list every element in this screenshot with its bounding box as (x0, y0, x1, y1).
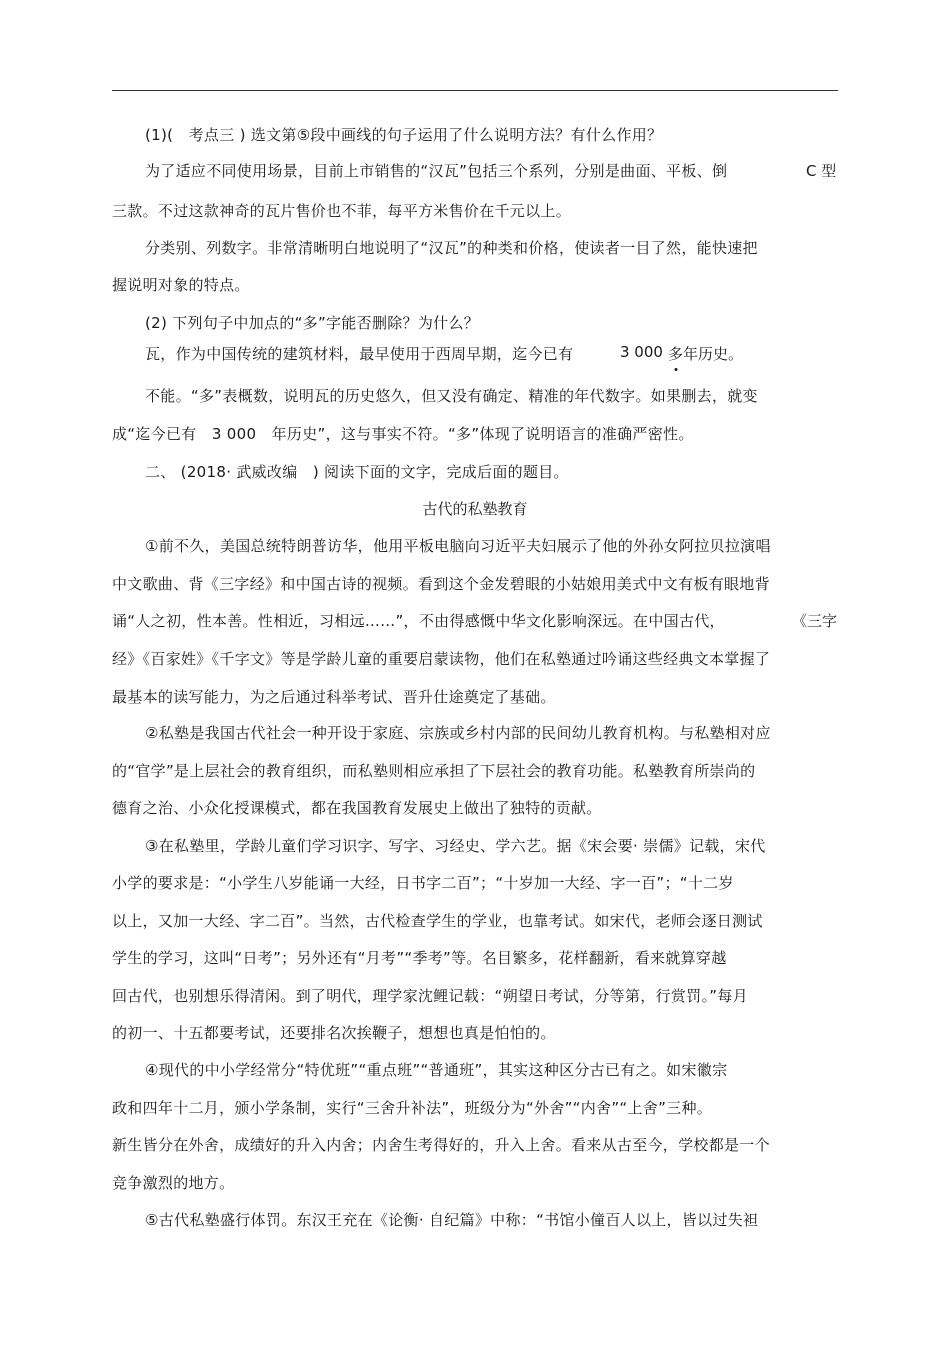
paragraph-4-line-1: ④现代的中小学经常分“特优班”“重点班”“普通班”，其实这种区分古已有之。如宋徽宗 (145, 1061, 728, 1079)
dotted-character: 多 (668, 343, 683, 364)
question-2: (2) 下列句子中加点的“多”字能否删除？为什么？ (145, 314, 480, 332)
question-2-quote-tail (668, 343, 743, 364)
question-2-quote-number: 3 000 (620, 343, 663, 361)
paragraph-2-line-3: 德育之治、小众化授课模式，都在我国教育发展史上做出了独特的贡献。 (112, 799, 602, 817)
paragraph-1-line-1: ①前不久，美国总统特朗普访华，他用平板电脑向习近平夫妇展示了他的外孙女阿拉贝拉演唱 (145, 537, 771, 555)
paragraph-1-line-3: 诵“人之初，性本善。性相近，习相远……”，不由得感慨中华文化影响深远。在中国古代， (112, 612, 725, 630)
paragraph-1-line-4: 经》《百家姓》《千字文》等是学龄儿童的重要启蒙读物，他们在私塾通过吟诵这些经典文本掌握了 (112, 650, 771, 668)
question-1: (1)( 考点三 ) 选文第⑤段中画线的句子运用了什么说明方法？有什么作用？ (145, 126, 663, 144)
header-rule (112, 90, 838, 91)
paragraph-4-line-3: 新生皆分在外舍，成绩好的升入内舍；内舍生考得好的，升入上舍。看来从古至今，学校都是一个 (112, 1136, 770, 1154)
question-1-answer-line-1: 分类别、列数字。非常清晰明白地说明了“汉瓦”的种类和价格，使读者一目了然，能快速把 (145, 239, 758, 257)
question-1-quote-line-2: 三款。不过这款神奇的瓦片售价也不菲，每平方米售价在千元以上。 (112, 202, 572, 220)
question-1-quote-line-1: 为了适应不同使用场景，目前上市销售的“汉瓦”包括三个系列，分别是曲面、平板、倒 (145, 162, 728, 180)
question-2-quote-end: 年历史。 (683, 345, 744, 363)
article-title: 古代的私塾教育 (422, 500, 528, 518)
paragraph-3-line-2: 小学的要求是：“小学生八岁能诵一大经，日书字二百”；“十岁加一大经、字一百”；“十二岁 (112, 874, 734, 892)
paragraph-1-line-2: 中文歌曲、背《三字经》和中国古诗的视频。看到这个金发碧眼的小姑娘用美式中文有板有眼地背 (112, 575, 770, 593)
paragraph-3-line-1: ③在私塾里，学龄儿童们学习识字、写字、习经史、学六艺。据《宋会要· 崇儒》记载，宋代 (145, 837, 766, 855)
question-2-answer-line-1: 不能。“多”表概数，说明瓦的历史悠久，但又没有确定、精准的年代数字。如果删去，就变 (145, 387, 758, 405)
paragraph-1-line-5: 最基本的读写能力，为之后通过科举考试、晋升仕途奠定了基础。 (112, 688, 556, 706)
paragraph-2-line-2: 的“官学”是上层社会的教育组织，而私塾则相应承担了下层社会的教育功能。私塾教育所崇尚的 (112, 762, 756, 780)
question-2-quote-head: 瓦，作为中国传统的建筑材料，最早使用于西周早期，迄今已有 (145, 345, 574, 363)
paragraph-3-line-4: 学生的学习，这叫“日考”；另外还有“月考”“季考”等。名目繁多，花样翻新，看来就算穿越 (112, 949, 727, 967)
question-1-quote-tail: C 型 (806, 162, 837, 180)
question-1-answer-line-2: 握说明对象的特点。 (112, 276, 250, 294)
paragraph-2-line-1: ②私塾是我国古代社会一种开设于家庭、宗族或乡村内部的民间幼儿教育机构。与私塾相对应 (145, 724, 771, 742)
paragraph-4-line-2: 政和四年十二月，颁小学条制，实行“三舍升补法”，班级分为“外舍”“内舍”“上舍”三种。 (112, 1099, 713, 1117)
paragraph-3-line-6: 的初一、十五都要考试，还要排名次挨鞭子，想想也真是怕怕的。 (112, 1024, 556, 1042)
section-two-heading: 二、 (2018· 武威改编 ) 阅读下面的文字，完成后面的题目。 (145, 463, 569, 481)
paragraph-5-line-1: ⑤古代私塾盛行体罚。东汉王充在《论衡· 自纪篇》中称：“书馆小僮百人以上，皆以过失袒 (145, 1211, 759, 1229)
paragraph-3-line-3: 以上，又加一大经、字二百”。当然，古代检查学生的学业，也靠考试。如宋代，老师会逐日测试 (112, 912, 763, 930)
emphasis-dot (674, 368, 677, 371)
paragraph-1-line-3-tail: 《三字 (792, 612, 838, 630)
paragraph-4-line-4: 竞争激烈的地方。 (112, 1174, 235, 1192)
question-2-answer-line-2: 成“迄今已有 3 000 年历史”，这与事实不符。“多”体现了说明语言的准确严密性。 (112, 425, 694, 443)
question-2-quote (145, 343, 573, 364)
paragraph-3-line-5: 回古代，也别想乐得清闲。到了明代，理学家沈鲤记载：“朔望日考试，分等第，行赏罚。”每月 (112, 987, 748, 1005)
